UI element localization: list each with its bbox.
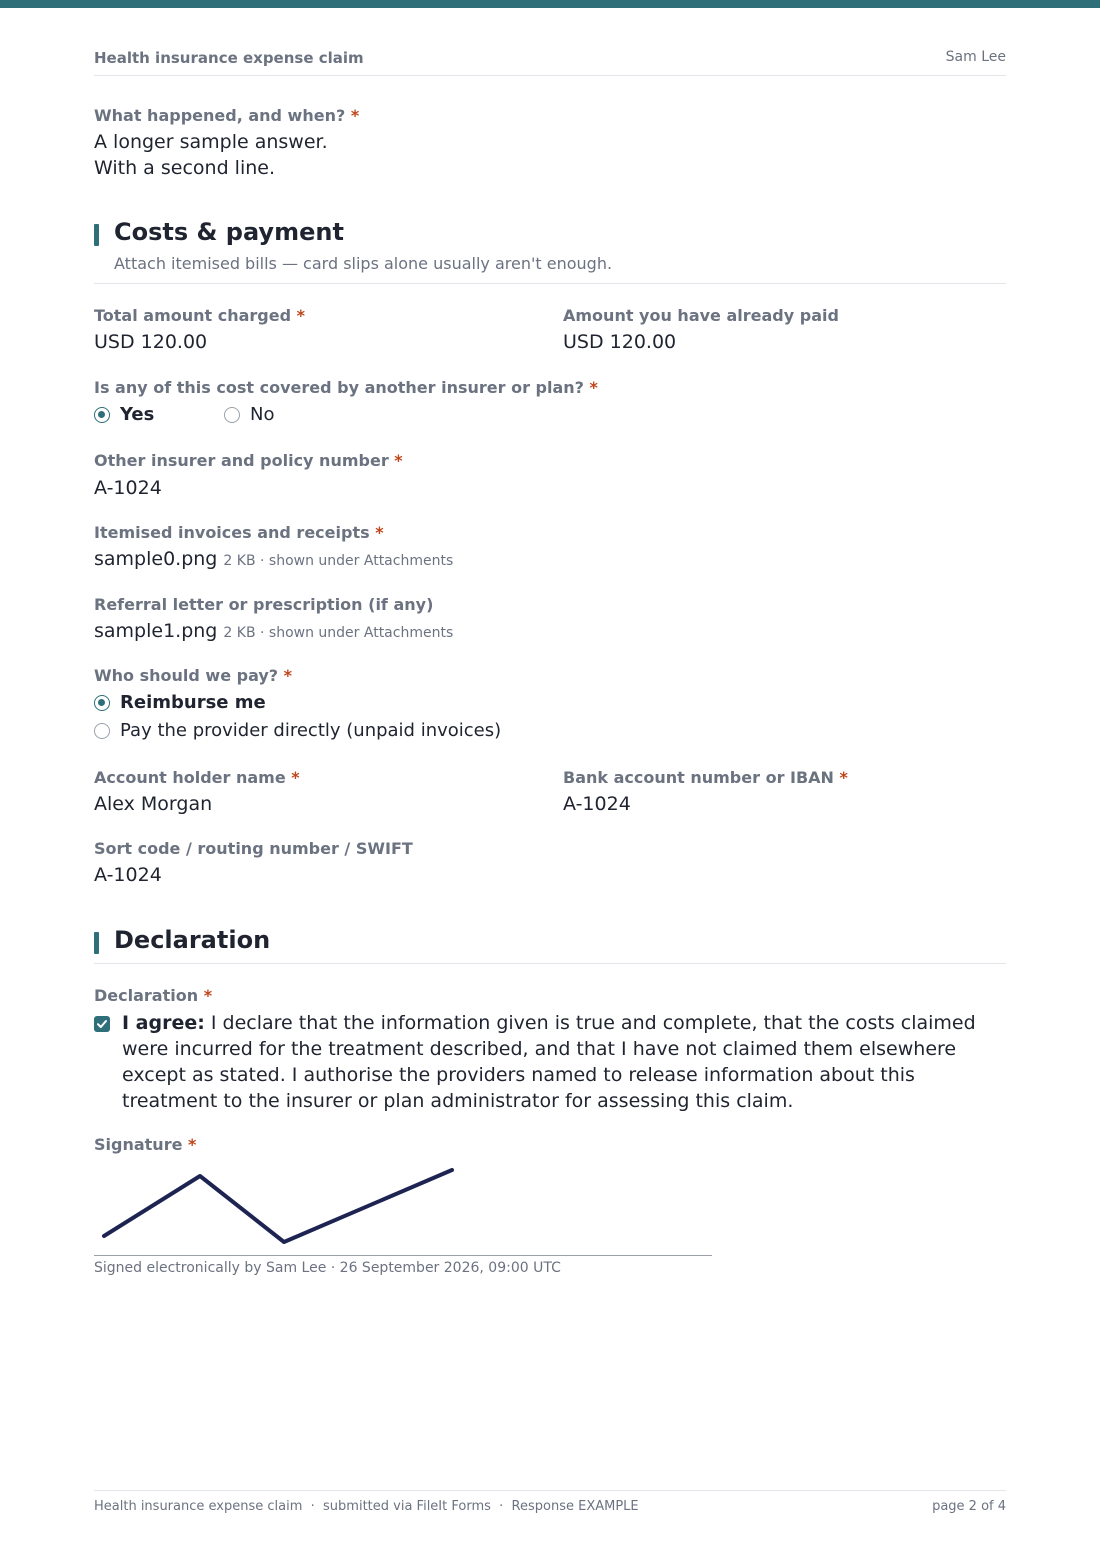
invoices-file-meta: 2 KB · shown under Attachments	[223, 553, 454, 569]
page-footer	[94, 1490, 1006, 1514]
radio-selected-icon	[94, 695, 110, 711]
costs-section-header	[94, 218, 1006, 284]
referral-file	[94, 620, 453, 642]
total-charged-value: USD 120.00	[94, 331, 208, 353]
declaration-checkbox[interactable]	[94, 1016, 110, 1032]
radio-unselected-icon	[224, 407, 240, 423]
footer-info: Health insurance expense claim · submitted via FileIt Forms · Response EXAMPLE	[94, 1499, 639, 1514]
invoices-filename[interactable]: sample0.png	[94, 548, 218, 570]
already-paid-label: Amount you have already paid	[563, 306, 839, 325]
page-header	[94, 48, 1006, 76]
payee-reimburse-radio[interactable]: Reimburse me	[94, 692, 266, 713]
required-marker: *	[350, 106, 360, 125]
sort-code-value: A-1024	[94, 864, 162, 886]
what-happened-line-2: With a second line.	[94, 157, 275, 179]
other-insurer-value: A-1024	[94, 477, 162, 499]
radio-selected-icon	[94, 407, 110, 423]
user-name: Sam Lee	[945, 49, 1006, 65]
costs-subtitle: Attach itemised bills — card slips alone usually aren't enough.	[114, 254, 613, 273]
signature-caption: Signed electronically by Sam Lee · 26 September 2026, 09:00 UTC	[94, 1260, 561, 1276]
declaration-section-header	[94, 926, 1006, 964]
account-holder-value: Alex Morgan	[94, 793, 213, 815]
declaration-text	[122, 1010, 1006, 1114]
payee-provider-radio[interactable]: Pay the provider directly (unpaid invoices)	[94, 720, 501, 741]
section-accent-bar	[94, 224, 99, 246]
form-title: Health insurance expense claim	[94, 49, 364, 67]
invoices-file	[94, 548, 453, 570]
account-holder-label: Account holder name *	[94, 768, 300, 787]
total-charged-label: Total amount charged *	[94, 306, 306, 325]
form-page	[94, 0, 1006, 1556]
page-number: page 2 of 4	[932, 1499, 1006, 1514]
declaration-heading: Declaration	[114, 926, 271, 954]
signature-label: Signature *	[94, 1135, 197, 1154]
what-happened-label: What happened, and when? *	[94, 106, 360, 125]
other-cover-yes-radio[interactable]: Yes	[94, 404, 154, 425]
section-accent-bar	[94, 932, 99, 954]
already-paid-value: USD 120.00	[563, 331, 677, 353]
other-insurer-label: Other insurer and policy number *	[94, 451, 403, 470]
declaration-label: Declaration *	[94, 986, 213, 1005]
payee-label: Who should we pay? *	[94, 666, 293, 685]
referral-label: Referral letter or prescription (if any)	[94, 595, 434, 614]
bank-account-value: A-1024	[563, 793, 631, 815]
invoices-label: Itemised invoices and receipts *	[94, 523, 384, 542]
what-happened-line-1: A longer sample answer.	[94, 131, 328, 153]
declaration-body: I declare that the information given is true and complete, that the costs claimed were incurred for the treatment described, and that I have not claimed them elsewhere except as stated. I authorise the providers named to release information about this treatment to the insurer or plan administrator for assessing this claim.	[122, 1012, 976, 1112]
radio-unselected-icon	[94, 723, 110, 739]
checkmark-icon	[96, 1018, 108, 1030]
other-cover-no-radio[interactable]: No	[224, 404, 274, 425]
referral-filename[interactable]: sample1.png	[94, 620, 218, 642]
sort-code-label: Sort code / routing number / SWIFT	[94, 839, 413, 858]
referral-file-meta: 2 KB · shown under Attachments	[223, 625, 454, 641]
signature-drawing	[94, 1158, 712, 1256]
other-cover-label: Is any of this cost covered by another insurer or plan? *	[94, 378, 598, 397]
costs-heading: Costs & payment	[114, 218, 344, 246]
bank-account-label: Bank account number or IBAN *	[563, 768, 848, 787]
signature-box	[94, 1158, 712, 1256]
declaration-agree: I agree:	[122, 1012, 205, 1034]
